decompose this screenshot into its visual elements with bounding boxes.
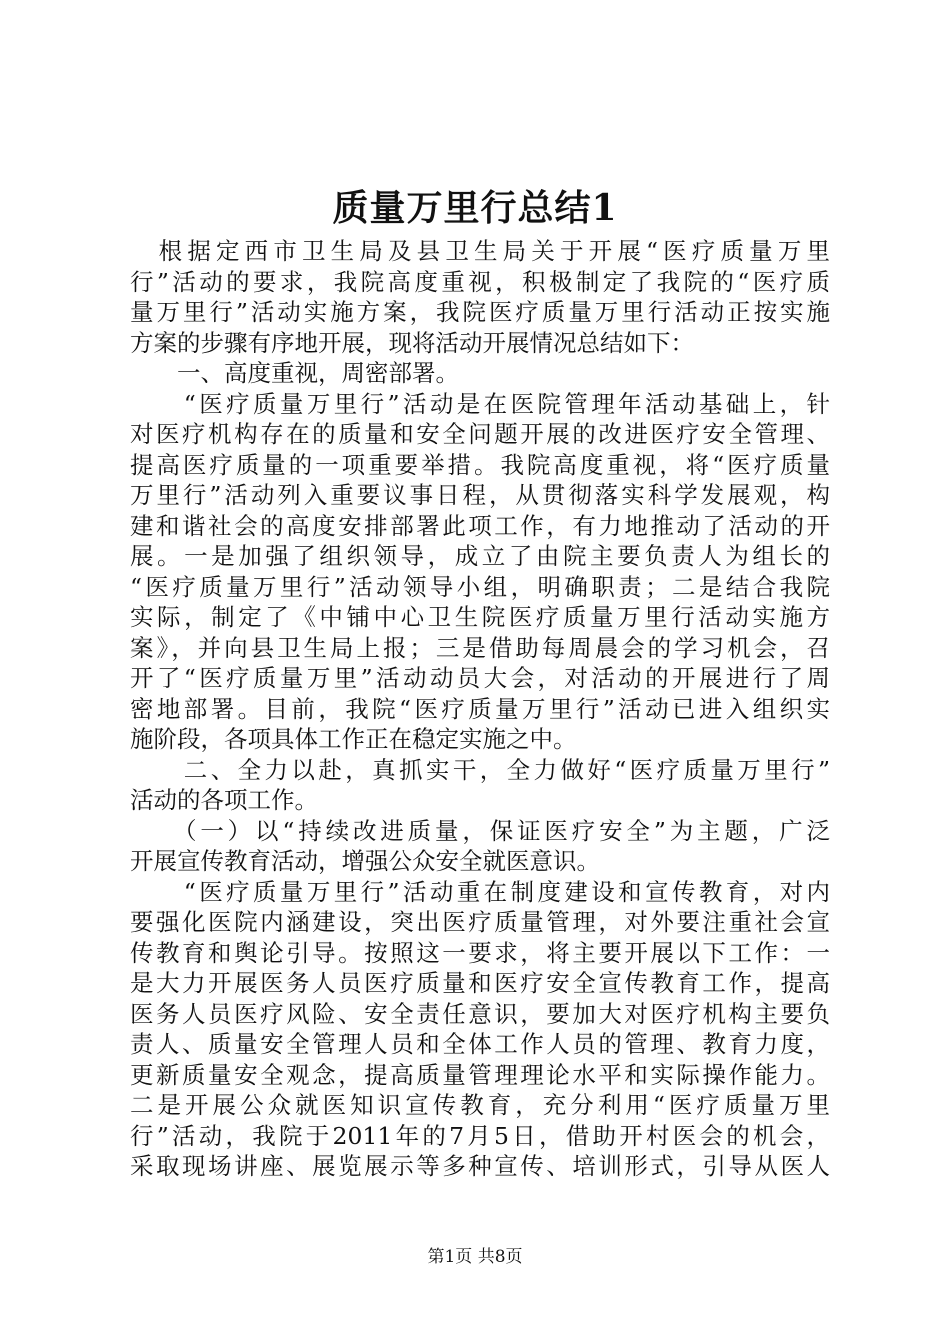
body-line: 二是开展公众就医知识宣传教育，充分利用“医疗质量万里 [130,1091,830,1119]
body-line: “医疗质量万里行”活动领导小组，明确职责；二是结合我院 [130,572,830,601]
body-line: “医疗质量万里行”活动重在制度建设和宣传教育，对内 [130,877,830,906]
body-line: 开展宣传教育活动，增强公众安全就医意识。 [130,847,600,875]
body-line: 行”活动的要求，我院高度重视，积极制定了我院的“医疗质 [130,267,830,296]
body-line: 实际，制定了《中铺中心卫生院医疗质量万里行活动实施方 [130,603,830,631]
document-title: 质量万里行总结1 [332,187,618,229]
body-line: 根据定西市卫生局及县卫生局关于开展“医疗质量万里 [130,237,830,265]
body-line: 提高医疗质量的一项重要举措。我院高度重视，将“医疗质量 [130,450,830,479]
body-line: 案》，并向县卫生局上报；三是借助每周晨会的学习机会，召 [130,633,830,662]
body-line: 更新质量安全观念，提高质量管理理论水平和实际操作能力。 [130,1060,830,1089]
body-line: 开了“医疗质量万里”活动动员大会，对活动的开展进行了周 [130,664,830,692]
body-line: 责人、质量安全管理人员和全体工作人员的管理、教育力度， [130,1030,830,1058]
body-line: 行”活动，我院于2011年的7月5日，借助开村医会的机会， [130,1121,830,1150]
body-line: 展。一是加强了组织领导，成立了由院主要负责人为组长的 [130,542,830,570]
body-line: 密地部署。目前，我院“医疗质量万里行”活动已进入组织实 [130,694,830,723]
body-line: “医疗质量万里行”活动是在医院管理年活动基础上，针 [130,389,830,418]
body-line: 医务人员医疗风险、安全责任意识，要加大对医疗机构主要负 [130,999,830,1028]
body-line: 施阶段，各项具体工作正在稳定实施之中。 [130,725,577,753]
body-line: 对医疗机构存在的质量和安全问题开展的改进医疗安全管理、 [130,420,830,448]
body-line: （一）以“持续改进质量，保证医疗安全”为主题，广泛 [130,816,830,845]
body-line: 是大力开展医务人员医疗质量和医疗安全宣传教育工作，提高 [130,969,830,997]
body-line: 万里行”活动列入重要议事日程，从贯彻落实科学发展观，构 [130,481,830,509]
body-line: 要强化医院内涵建设，突出医疗质量管理，对外要注重社会宣 [130,908,830,936]
body-line: 一、高度重视，周密部署。 [130,359,459,387]
document-body [130,236,830,1182]
body-line: 二、全力以赴，真抓实干，全力做好“医疗质量万里行” [130,755,830,784]
body-line: 量万里行”活动实施方案，我院医疗质量万里行活动正按实施 [130,298,830,326]
body-line: 方案的步骤有序地开展，现将活动开展情况总结如下： [130,328,694,357]
body-line: 传教育和舆论引导。按照这一要求，将主要开展以下工作：一 [130,938,830,967]
body-line: 建和谐社会的高度安排部署此项工作，有力地推动了活动的开 [130,511,830,540]
body-line: 采取现场讲座、展览展示等多种宣传、培训形式，引导从医人 [130,1152,830,1180]
body-line: 活动的各项工作。 [130,786,318,814]
page-footer: 第1页 共8页 [427,1247,523,1267]
